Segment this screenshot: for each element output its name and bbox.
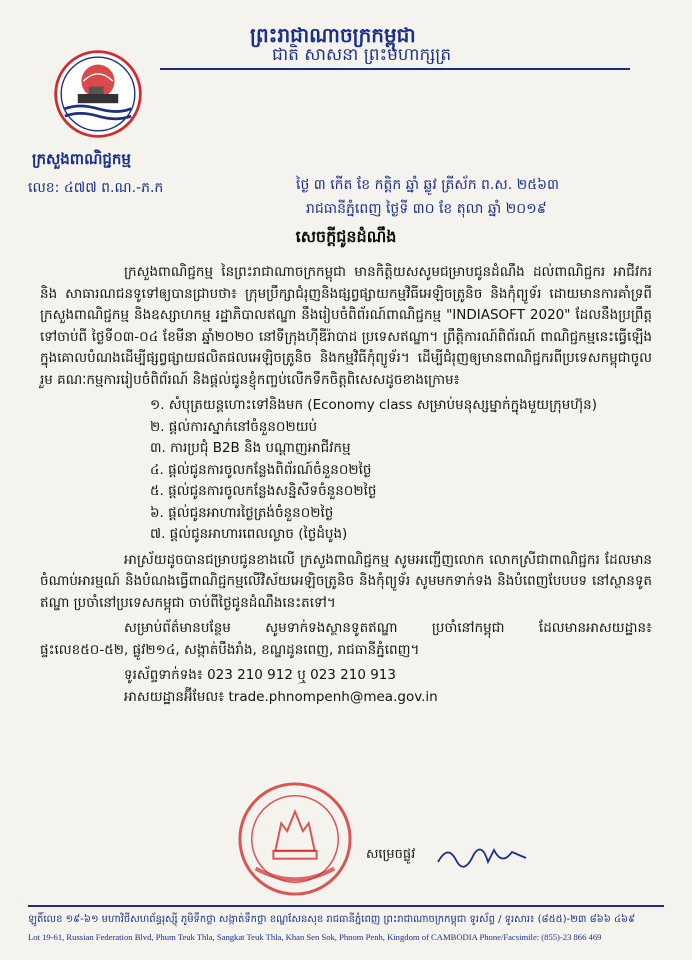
kingdom-heading: ព្រះរាជាណាចក្រកម្ពុជា bbox=[250, 23, 416, 47]
list-item: ៣. ការប្រជុំ B2B និង បណ្តាញអាជីវកម្ម bbox=[150, 440, 351, 456]
reference-number: លេខ: ៤៧៧ ព.ណ.-ភ.ក bbox=[28, 180, 164, 196]
document-body bbox=[40, 262, 652, 708]
signature-label: សម្រេចផ្លូវ bbox=[366, 847, 416, 862]
contact-paragraph: សម្រាប់ព័ត៌មានបន្ថែម សូមទាក់ទងស្ថានទូតឥណ្ឌា ប្រចាំនៅកម្ពុជា ដែលមានអាសយដ្ឋាន៖ ផ្ទះលេខ៥០-៥២, ផ្លូវ២១៤, សង្កាត់បឹងរាំង, ខណ្ឌដូនពេញ, រាជធានីភ្នំពេញ។ bbox=[40, 620, 652, 658]
ministry-logo-icon bbox=[52, 48, 144, 140]
footer-address-khmer: ឡូតិ៍លេខ ១៩-៦១ មហាវិថីសហព័ន្ធរុស្ស៊ី ភូមិទឹកថ្លា សង្កាត់ទឹកថ្លា ខណ្ឌសែនសុខ រាជធានីភ្នំពេញ ព្រះរាជាណាចក្រកម្ពុជា ទូរស័ព្ទ / ទូរសារ៖ (៨៥៥)-២៣ ៨៦៦ ៤៦៩ bbox=[28, 914, 636, 925]
list-item: ៥. ផ្តល់ជូនការចូលកន្លែងសន្និសីទចំនួន០២ថ្ងៃ bbox=[150, 483, 377, 499]
list-item: ១. សំបុត្រយន្តហោះទៅនិងមក (Economy class សម្រាប់មនុស្សម្នាក់ក្នុងមួយក្រុមហ៊ុន) bbox=[150, 397, 597, 413]
national-motto: ជាតិ សាសនា ព្រះមហាក្សត្រ bbox=[272, 45, 452, 65]
footer-divider bbox=[28, 905, 664, 907]
document-title: សេចក្តីជូនដំណឹង bbox=[295, 227, 397, 246]
intro-paragraph: ក្រសួងពាណិជ្ជកម្ម នៃព្រះរាជាណាចក្រកម្ពុជា មានកិត្តិយសសូមជម្រាបជូនដំណឹង ដល់ពាណិជ្ជករ អាជីវករ និង សាធារណជនទូទៅឲ្យបានជ្រាបថា៖ ក្រុមប្រឹក្សាជំរុញនិងផ្សព្វផ្សាយកម្មវិធីអេឡិចត្រូនិច និងកុំព្យូទ័រ ដោយមានការគាំទ្រពី ក្រសួងពាណិជ្ជកម្ម និងឧស្សាហកម្ម រដ្ឋាភិបាលឥណ្ឌា នឹងរៀបចំពិព័រណ៍ពាណិជ្ជកម្ម "INDIASOFT 2020" ដែលនឹងប្រព្រឹត្តទៅចាប់ពី ថ្ងៃទី០៣-០៤ ខែមីនា ឆ្នាំ២០២០ នៅទីក្រុងហ៊ីឌីរ៉ាបាដ ប្រទេសឥណ្ឌា។ ព្រឹត្តិការណ៍ពិព័រណ៍ ពាណិជ្ជកម្មនេះធ្វើឡើងក្នុងគោលបំណងដើម្បីផ្សព្វផ្សាយផលិតផលអេឡិចត្រូនិច និងកម្មវិធីកុំព្យូទ័រ។ ដើម្បីជំរុញឲ្យមានពាណិជ្ជករពីប្រទេសកម្ពុជាចូលរួម គណៈកម្មការរៀបចំពិព័រណ៍ និងផ្តល់ជូនខ្ញុំកញ្ចប់លើកទឹកចិត្តពិសេសដូចខាងក្រោម៖ bbox=[40, 264, 652, 388]
phone-line: ទូរស័ព្ទទាក់ទង៖ 023 210 912 ឬ 023 210 913 bbox=[124, 667, 396, 683]
ministry-name: ក្រសួងពាណិជ្ជកម្ម bbox=[32, 150, 131, 168]
benefits-list bbox=[40, 395, 652, 546]
lunar-date: ថ្ងៃ ៣ កើត ខែ កត្តិក ឆ្នាំ ឆ្លូវ ត្រីស័ក ព.ស. ២៥៦៣ bbox=[296, 177, 559, 193]
solar-date: រាជធានីភ្នំពេញ ថ្ងៃទី ៣០ ខែ តុលា ឆ្នាំ ២០១៩ bbox=[306, 201, 547, 217]
official-seal-icon bbox=[236, 780, 354, 898]
handwritten-signature-icon bbox=[434, 836, 534, 876]
invitation-paragraph: អាស្រ័យដូចបានជម្រាបជូនខាងលើ ក្រសួងពាណិជ្ជកម្ម សូមអញ្ជើញលោក លោកស្រីជាពាណិជ្ជករ ដែលមានចំណាប់អារម្មណ៍ និងបំណងធ្វើពាណិជ្ជកម្មលើវិស័យអេឡិចត្រូនិច និងកុំព្យូទ័រ សូមមកទាក់ទង និងបំពេញបែបបទ នៅស្ថានទូតឥណ្ឌា ប្រចាំនៅប្រទេសកម្ពុជា ចាប់ពីថ្ងៃជូនដំណឹងនេះតទៅ។ bbox=[40, 551, 652, 611]
footer-address-english: Lot 19-61, Russian Federation Blvd, Phum Teuk Thla, Sangkat Teuk Thla, Khan Sen Sok, Phnom Penh, Kingdom of CAMBODIA Phone/Facsimile: (855)-23 866 469 bbox=[28, 932, 602, 942]
list-item: ៧. ផ្តល់ជូនអាហារពេលល្ងាច (ថ្ងៃដំបូង) bbox=[150, 526, 348, 542]
list-item: ៤. ផ្តល់ជូនការចូលកន្លែងពិព័រណ៍ចំនួន០២ថ្ងៃ bbox=[150, 461, 372, 478]
email-line: អាសយដ្ឋានអ៊ីមែល៖ trade.phnompenh@mea.gov.in bbox=[124, 688, 438, 705]
list-item: ២. ផ្តល់ការស្នាក់នៅចំនួន០២យប់ bbox=[150, 418, 318, 435]
list-item: ៦. ផ្តល់ជូនអាហារថ្ងៃត្រង់ចំនួន០២ថ្ងៃ bbox=[150, 504, 334, 521]
